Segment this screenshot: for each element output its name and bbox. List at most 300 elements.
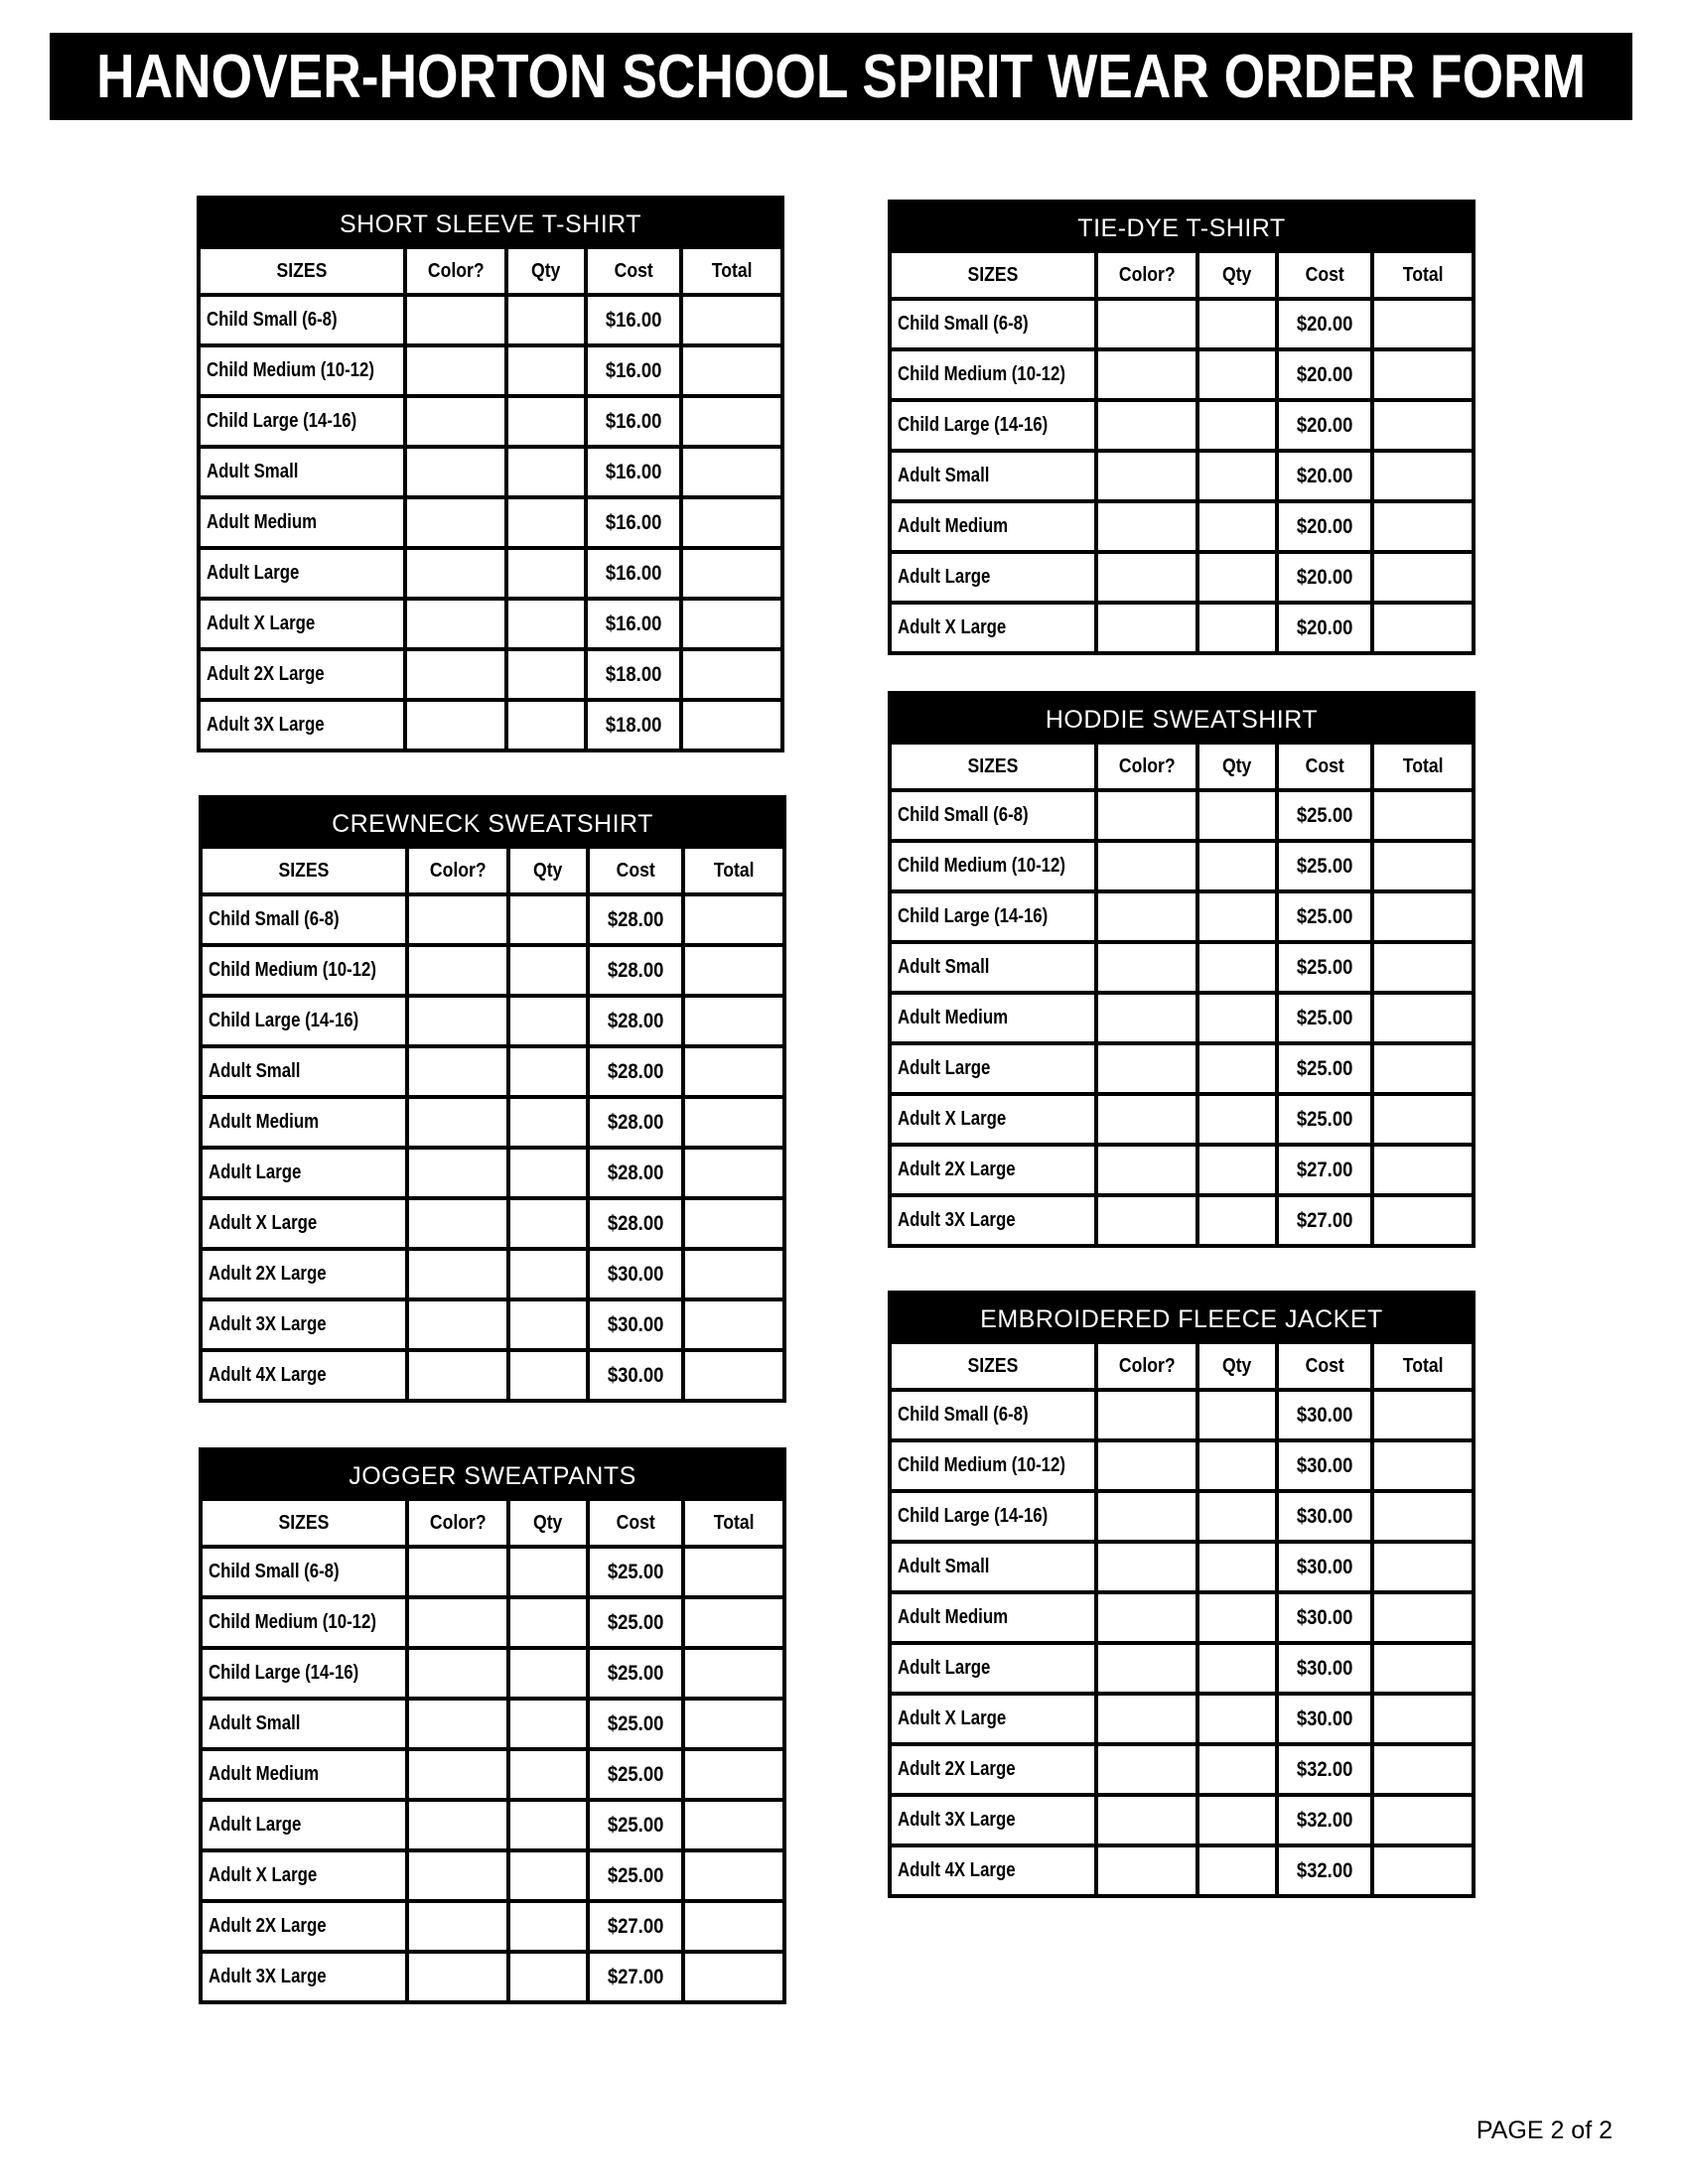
qty-field[interactable] bbox=[510, 1903, 586, 1950]
cost-cell bbox=[1279, 893, 1370, 940]
total-field[interactable] bbox=[1374, 1045, 1472, 1092]
total-field[interactable] bbox=[1374, 1594, 1472, 1641]
total-field[interactable] bbox=[685, 1650, 782, 1697]
total-field[interactable] bbox=[1374, 453, 1472, 499]
cost-value: $16.00 bbox=[605, 358, 662, 382]
color-field[interactable] bbox=[409, 947, 506, 994]
total-field[interactable] bbox=[1374, 1696, 1472, 1742]
cost-cell bbox=[588, 651, 679, 698]
size-label-cell bbox=[203, 1599, 405, 1646]
color-field[interactable] bbox=[409, 1802, 506, 1848]
total-field[interactable] bbox=[685, 998, 782, 1044]
qty-field[interactable] bbox=[510, 1802, 586, 1848]
cost-value: $27.00 bbox=[607, 1914, 664, 1938]
column-header-label: Color? bbox=[427, 259, 485, 282]
column-header bbox=[203, 849, 405, 892]
color-field[interactable] bbox=[1098, 453, 1196, 499]
column-header bbox=[510, 1501, 586, 1545]
size-label: Adult Large bbox=[209, 1814, 302, 1836]
size-label: Adult 2X Large bbox=[898, 1758, 1016, 1780]
column-header bbox=[1199, 1344, 1275, 1388]
size-label-cell bbox=[203, 1099, 405, 1146]
total-field[interactable] bbox=[685, 947, 782, 994]
size-label-cell bbox=[201, 297, 403, 343]
cost-value: $25.00 bbox=[607, 1863, 664, 1887]
cost-value: $30.00 bbox=[1296, 1706, 1353, 1730]
qty-field[interactable] bbox=[1199, 1096, 1275, 1143]
column-header-label: Total bbox=[713, 1511, 755, 1534]
cost-cell bbox=[1279, 1696, 1370, 1742]
color-field[interactable] bbox=[409, 896, 506, 943]
qty-field[interactable] bbox=[510, 1352, 586, 1399]
qty-field[interactable] bbox=[508, 702, 584, 749]
size-label-cell bbox=[892, 605, 1094, 651]
size-label: Adult Small bbox=[209, 1712, 301, 1734]
qty-field[interactable] bbox=[508, 499, 584, 546]
color-field[interactable] bbox=[1098, 944, 1196, 991]
size-label: Adult 3X Large bbox=[898, 1209, 1016, 1231]
color-field[interactable] bbox=[409, 1852, 506, 1899]
size-label-cell bbox=[201, 702, 403, 749]
title-banner bbox=[50, 33, 1632, 120]
cost-value: $30.00 bbox=[1296, 1555, 1353, 1578]
color-field[interactable] bbox=[409, 1954, 506, 2000]
qty-field[interactable] bbox=[1199, 554, 1275, 601]
qty-field[interactable] bbox=[510, 896, 586, 943]
qty-field[interactable] bbox=[510, 1301, 586, 1348]
qty-field[interactable] bbox=[1199, 843, 1275, 889]
column-header bbox=[1279, 253, 1370, 297]
qty-field[interactable] bbox=[1199, 1645, 1275, 1692]
qty-field[interactable] bbox=[510, 1150, 586, 1196]
size-label: Adult 2X Large bbox=[207, 663, 325, 685]
color-field[interactable] bbox=[1098, 1147, 1196, 1193]
qty-field[interactable] bbox=[510, 1200, 586, 1247]
cost-cell bbox=[590, 1599, 681, 1646]
size-label-cell bbox=[892, 1493, 1094, 1540]
cost-cell bbox=[1279, 1493, 1370, 1540]
total-field[interactable] bbox=[1374, 944, 1472, 991]
size-label: Adult X Large bbox=[209, 1864, 318, 1886]
qty-field[interactable] bbox=[1199, 351, 1275, 398]
size-label: Child Large (14-16) bbox=[898, 414, 1049, 436]
total-field[interactable] bbox=[685, 1954, 782, 2000]
qty-field[interactable] bbox=[1199, 1045, 1275, 1092]
color-field[interactable] bbox=[1098, 1696, 1196, 1742]
color-field[interactable] bbox=[407, 550, 504, 597]
order-table bbox=[892, 1344, 1472, 1894]
cost-value: $28.00 bbox=[607, 1059, 664, 1083]
total-field[interactable] bbox=[683, 499, 780, 546]
total-field[interactable] bbox=[1374, 843, 1472, 889]
cost-cell bbox=[1279, 944, 1370, 991]
cost-cell bbox=[1279, 503, 1370, 550]
cost-value: $25.00 bbox=[1296, 955, 1353, 979]
cost-value: $20.00 bbox=[1296, 362, 1353, 386]
color-field[interactable] bbox=[407, 651, 504, 698]
column-header bbox=[409, 849, 506, 892]
total-field[interactable] bbox=[685, 1549, 782, 1595]
size-label: Adult 2X Large bbox=[898, 1159, 1016, 1180]
section-title: SHORT SLEEVE T-SHIRT bbox=[339, 209, 642, 238]
size-label: Child Large (14-16) bbox=[898, 905, 1049, 927]
qty-field[interactable] bbox=[1199, 453, 1275, 499]
color-field[interactable] bbox=[407, 499, 504, 546]
total-field[interactable] bbox=[1374, 301, 1472, 347]
size-label: Adult Large bbox=[898, 566, 991, 588]
total-field[interactable] bbox=[685, 1099, 782, 1146]
size-label-cell bbox=[203, 1802, 405, 1848]
cost-value: $30.00 bbox=[607, 1363, 664, 1387]
qty-field[interactable] bbox=[510, 998, 586, 1044]
qty-field[interactable] bbox=[1199, 1797, 1275, 1843]
total-field[interactable] bbox=[1374, 605, 1472, 651]
qty-field[interactable] bbox=[508, 347, 584, 394]
cost-cell bbox=[590, 947, 681, 994]
total-field[interactable] bbox=[1374, 1847, 1472, 1894]
cost-cell bbox=[590, 1751, 681, 1798]
cost-cell bbox=[1279, 792, 1370, 839]
column-header bbox=[1374, 253, 1472, 297]
size-label-cell bbox=[892, 402, 1094, 449]
total-field[interactable] bbox=[685, 1701, 782, 1747]
cost-cell bbox=[1279, 843, 1370, 889]
total-field[interactable] bbox=[1374, 1442, 1472, 1489]
cost-value: $32.00 bbox=[1296, 1808, 1353, 1832]
column-header bbox=[1374, 1344, 1472, 1388]
size-label-cell bbox=[892, 1392, 1094, 1438]
total-field[interactable] bbox=[685, 1301, 782, 1348]
color-field[interactable] bbox=[1098, 402, 1196, 449]
cost-value: $30.00 bbox=[1296, 1605, 1353, 1629]
size-label: Adult Medium bbox=[209, 1763, 320, 1785]
total-field[interactable] bbox=[1374, 995, 1472, 1041]
column-header-label: SIZES bbox=[276, 259, 328, 282]
color-field[interactable] bbox=[1098, 792, 1196, 839]
qty-field[interactable] bbox=[1199, 1392, 1275, 1438]
cost-cell bbox=[590, 1099, 681, 1146]
total-field[interactable] bbox=[685, 1150, 782, 1196]
section-title: TIE-DYE T-SHIRT bbox=[1077, 213, 1286, 242]
page-title: HANOVER-HORTON SCHOOL SPIRIT WEAR ORDER FORM bbox=[96, 42, 1586, 111]
total-field[interactable] bbox=[685, 1751, 782, 1798]
size-label: Adult X Large bbox=[207, 613, 316, 634]
total-field[interactable] bbox=[685, 896, 782, 943]
qty-field[interactable] bbox=[510, 947, 586, 994]
qty-field[interactable] bbox=[510, 1251, 586, 1297]
cost-value: $25.00 bbox=[1296, 904, 1353, 928]
cost-value: $28.00 bbox=[607, 1110, 664, 1134]
column-header-label: Qty bbox=[1222, 263, 1252, 286]
column-header-label: Qty bbox=[531, 259, 561, 282]
total-field[interactable] bbox=[683, 297, 780, 343]
total-field[interactable] bbox=[683, 702, 780, 749]
total-field[interactable] bbox=[1374, 1544, 1472, 1590]
qty-field[interactable] bbox=[510, 1751, 586, 1798]
qty-field[interactable] bbox=[510, 1954, 586, 2000]
cost-value: $32.00 bbox=[1296, 1757, 1353, 1781]
size-label: Adult 3X Large bbox=[898, 1809, 1016, 1831]
column-header bbox=[1098, 745, 1196, 788]
color-field[interactable] bbox=[409, 1599, 506, 1646]
total-field[interactable] bbox=[685, 1352, 782, 1399]
cost-value: $25.00 bbox=[607, 1661, 664, 1685]
total-field[interactable] bbox=[683, 550, 780, 597]
qty-field[interactable] bbox=[510, 1599, 586, 1646]
size-label: Child Large (14-16) bbox=[207, 410, 357, 432]
size-label: Adult Small bbox=[207, 461, 299, 482]
column-header bbox=[201, 249, 403, 293]
color-field[interactable] bbox=[407, 297, 504, 343]
color-field[interactable] bbox=[409, 1200, 506, 1247]
size-label: Child Medium (10-12) bbox=[898, 1454, 1065, 1476]
column-header bbox=[892, 1344, 1094, 1388]
qty-field[interactable] bbox=[510, 1650, 586, 1697]
color-field[interactable] bbox=[409, 1650, 506, 1697]
total-field[interactable] bbox=[685, 1802, 782, 1848]
color-field[interactable] bbox=[407, 601, 504, 647]
column-header-label: Cost bbox=[1305, 1354, 1344, 1377]
total-field[interactable] bbox=[1374, 1096, 1472, 1143]
size-label-cell bbox=[203, 1852, 405, 1899]
size-label-cell bbox=[203, 896, 405, 943]
qty-field[interactable] bbox=[510, 1852, 586, 1899]
color-field[interactable] bbox=[409, 1751, 506, 1798]
size-label-cell bbox=[892, 351, 1094, 398]
column-header bbox=[588, 249, 679, 293]
qty-field[interactable] bbox=[508, 601, 584, 647]
column-header-label: Color? bbox=[1118, 754, 1176, 777]
qty-field[interactable] bbox=[510, 1701, 586, 1747]
qty-field[interactable] bbox=[1199, 1147, 1275, 1193]
color-field[interactable] bbox=[1098, 605, 1196, 651]
qty-field[interactable] bbox=[1199, 792, 1275, 839]
total-field[interactable] bbox=[1374, 1147, 1472, 1193]
color-field[interactable] bbox=[1098, 1493, 1196, 1540]
color-field[interactable] bbox=[1098, 1847, 1196, 1894]
qty-field[interactable] bbox=[508, 651, 584, 698]
column-header bbox=[203, 1501, 405, 1545]
total-field[interactable] bbox=[1374, 402, 1472, 449]
size-label-cell bbox=[203, 1352, 405, 1399]
color-field[interactable] bbox=[1098, 1096, 1196, 1143]
color-field[interactable] bbox=[407, 347, 504, 394]
qty-field[interactable] bbox=[508, 550, 584, 597]
size-label: Child Medium (10-12) bbox=[209, 959, 376, 981]
total-field[interactable] bbox=[685, 1599, 782, 1646]
column-header-label: SIZES bbox=[278, 1511, 330, 1534]
total-field[interactable] bbox=[1374, 351, 1472, 398]
size-label-cell bbox=[201, 651, 403, 698]
color-field[interactable] bbox=[407, 702, 504, 749]
qty-field[interactable] bbox=[1199, 893, 1275, 940]
section-embroidered-fleece-jacket bbox=[888, 1291, 1476, 1898]
color-field[interactable] bbox=[409, 1048, 506, 1095]
size-label-cell bbox=[203, 1251, 405, 1297]
cost-value: $27.00 bbox=[607, 1965, 664, 1988]
column-header bbox=[590, 1501, 681, 1545]
color-field[interactable] bbox=[1098, 554, 1196, 601]
total-field[interactable] bbox=[1374, 1197, 1472, 1244]
qty-field[interactable] bbox=[508, 449, 584, 495]
qty-field[interactable] bbox=[1199, 402, 1275, 449]
total-field[interactable] bbox=[685, 1251, 782, 1297]
qty-field[interactable] bbox=[1199, 1493, 1275, 1540]
qty-field[interactable] bbox=[510, 1048, 586, 1095]
size-label-cell bbox=[203, 1903, 405, 1950]
section-title: CREWNECK SWEATSHIRT bbox=[332, 809, 653, 838]
qty-field[interactable] bbox=[1199, 944, 1275, 991]
color-field[interactable] bbox=[1098, 351, 1196, 398]
qty-field[interactable] bbox=[1199, 1696, 1275, 1742]
color-field[interactable] bbox=[409, 1549, 506, 1595]
cost-cell bbox=[1279, 453, 1370, 499]
total-field[interactable] bbox=[683, 601, 780, 647]
total-field[interactable] bbox=[1374, 792, 1472, 839]
color-field[interactable] bbox=[1098, 893, 1196, 940]
total-field[interactable] bbox=[685, 1048, 782, 1095]
column-header bbox=[1098, 253, 1196, 297]
color-field[interactable] bbox=[1098, 843, 1196, 889]
column-header bbox=[590, 849, 681, 892]
cost-value: $16.00 bbox=[605, 561, 662, 585]
total-field[interactable] bbox=[1374, 1746, 1472, 1793]
column-header-label: Cost bbox=[1305, 754, 1344, 777]
column-header-label: Qty bbox=[1222, 1354, 1252, 1377]
color-field[interactable] bbox=[409, 1301, 506, 1348]
size-label: Child Small (6-8) bbox=[898, 1404, 1029, 1426]
cost-cell bbox=[1279, 1147, 1370, 1193]
total-field[interactable] bbox=[683, 651, 780, 698]
size-label-cell bbox=[203, 1200, 405, 1247]
total-field[interactable] bbox=[1374, 1797, 1472, 1843]
cost-value: $20.00 bbox=[1296, 413, 1353, 437]
size-label-cell bbox=[892, 944, 1094, 991]
cost-cell bbox=[590, 1301, 681, 1348]
size-label: Child Small (6-8) bbox=[898, 313, 1029, 335]
cost-value: $30.00 bbox=[1296, 1403, 1353, 1427]
total-field[interactable] bbox=[685, 1200, 782, 1247]
size-label: Adult Medium bbox=[209, 1111, 320, 1133]
size-label-cell bbox=[892, 554, 1094, 601]
color-field[interactable] bbox=[1098, 1746, 1196, 1793]
total-field[interactable] bbox=[683, 398, 780, 445]
cost-value: $30.00 bbox=[1296, 1504, 1353, 1528]
order-table bbox=[892, 253, 1472, 651]
size-label: Adult 3X Large bbox=[209, 1966, 327, 1987]
cost-cell bbox=[1279, 1797, 1370, 1843]
total-field[interactable] bbox=[683, 347, 780, 394]
size-label: Adult Small bbox=[209, 1060, 301, 1082]
qty-field[interactable] bbox=[1199, 1746, 1275, 1793]
color-field[interactable] bbox=[1098, 301, 1196, 347]
cost-value: $25.00 bbox=[607, 1560, 664, 1583]
cost-value: $25.00 bbox=[1296, 1107, 1353, 1131]
cost-cell bbox=[588, 297, 679, 343]
column-header bbox=[1098, 1344, 1196, 1388]
cost-cell bbox=[1279, 301, 1370, 347]
cost-cell bbox=[588, 449, 679, 495]
qty-field[interactable] bbox=[1199, 1594, 1275, 1641]
qty-field[interactable] bbox=[510, 1099, 586, 1146]
size-label: Child Small (6-8) bbox=[209, 1561, 340, 1582]
color-field[interactable] bbox=[1098, 1442, 1196, 1489]
size-label: Adult Small bbox=[898, 956, 990, 978]
qty-field[interactable] bbox=[1199, 503, 1275, 550]
total-field[interactable] bbox=[1374, 893, 1472, 940]
qty-field[interactable] bbox=[1199, 995, 1275, 1041]
column-header-label: Qty bbox=[533, 1511, 563, 1534]
cost-cell bbox=[1279, 1746, 1370, 1793]
cost-value: $18.00 bbox=[605, 713, 662, 737]
qty-field[interactable] bbox=[1199, 1847, 1275, 1894]
color-field[interactable] bbox=[1098, 1797, 1196, 1843]
color-field[interactable] bbox=[1098, 1645, 1196, 1692]
total-field[interactable] bbox=[685, 1903, 782, 1950]
cost-value: $20.00 bbox=[1296, 464, 1353, 487]
qty-field[interactable] bbox=[1199, 605, 1275, 651]
cost-cell bbox=[1279, 1442, 1370, 1489]
color-field[interactable] bbox=[409, 998, 506, 1044]
size-label-cell bbox=[892, 1696, 1094, 1742]
color-field[interactable] bbox=[1098, 1594, 1196, 1641]
color-field[interactable] bbox=[409, 1701, 506, 1747]
color-field[interactable] bbox=[1098, 503, 1196, 550]
total-field[interactable] bbox=[1374, 554, 1472, 601]
color-field[interactable] bbox=[409, 1099, 506, 1146]
section-tie-dye-t-shirt bbox=[888, 200, 1476, 655]
qty-field[interactable] bbox=[508, 297, 584, 343]
qty-field[interactable] bbox=[1199, 1544, 1275, 1590]
color-field[interactable] bbox=[1098, 1197, 1196, 1244]
qty-field[interactable] bbox=[1199, 301, 1275, 347]
color-field[interactable] bbox=[409, 1150, 506, 1196]
total-field[interactable] bbox=[1374, 1392, 1472, 1438]
qty-field[interactable] bbox=[510, 1549, 586, 1595]
size-label-cell bbox=[892, 1197, 1094, 1244]
total-field[interactable] bbox=[1374, 1645, 1472, 1692]
total-field[interactable] bbox=[683, 449, 780, 495]
total-field[interactable] bbox=[1374, 1493, 1472, 1540]
column-header bbox=[1199, 253, 1275, 297]
color-field[interactable] bbox=[1098, 1392, 1196, 1438]
cost-value: $18.00 bbox=[605, 662, 662, 686]
column-header-label: Color? bbox=[429, 1511, 487, 1534]
color-field[interactable] bbox=[1098, 1045, 1196, 1092]
column-header-label: Qty bbox=[533, 859, 563, 882]
color-field[interactable] bbox=[407, 398, 504, 445]
cost-cell bbox=[590, 998, 681, 1044]
cost-cell bbox=[1279, 1594, 1370, 1641]
size-label: Adult Large bbox=[898, 1657, 991, 1679]
qty-field[interactable] bbox=[1199, 1197, 1275, 1244]
color-field[interactable] bbox=[1098, 1544, 1196, 1590]
size-label: Adult Large bbox=[207, 562, 300, 584]
order-table bbox=[201, 249, 780, 749]
color-field[interactable] bbox=[409, 1352, 506, 1399]
size-label: Adult 2X Large bbox=[209, 1263, 327, 1285]
qty-field[interactable] bbox=[508, 398, 584, 445]
color-field[interactable] bbox=[409, 1903, 506, 1950]
color-field[interactable] bbox=[1098, 995, 1196, 1041]
color-field[interactable] bbox=[407, 449, 504, 495]
cost-cell bbox=[1279, 1096, 1370, 1143]
color-field[interactable] bbox=[409, 1251, 506, 1297]
total-field[interactable] bbox=[1374, 503, 1472, 550]
qty-field[interactable] bbox=[1199, 1442, 1275, 1489]
total-field[interactable] bbox=[685, 1852, 782, 1899]
column-header-label: Qty bbox=[1222, 754, 1252, 777]
